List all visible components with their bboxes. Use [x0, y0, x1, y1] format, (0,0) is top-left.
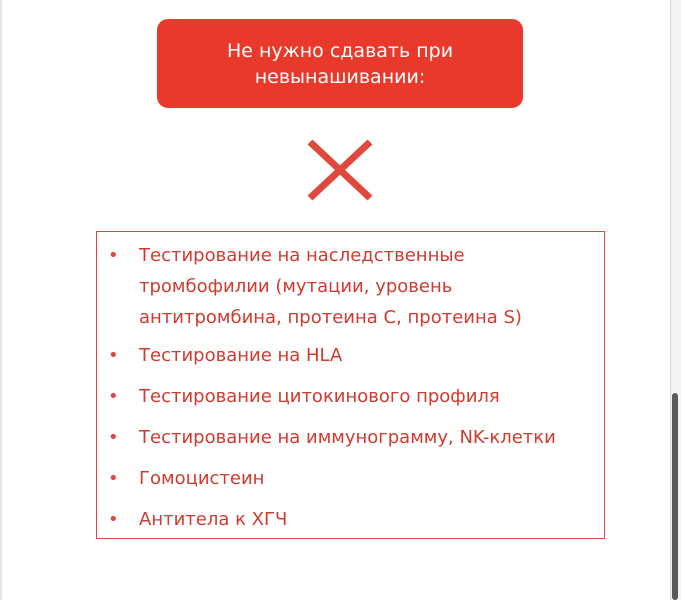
list-item-text: [139, 504, 594, 535]
list-item: [97, 381, 606, 412]
bullet: •: [108, 245, 119, 266]
list-item-text: [139, 422, 594, 453]
banner-line-1: Не нужно сдавать при: [226, 39, 454, 62]
list-item: [97, 240, 606, 333]
list-item-text: [139, 381, 594, 412]
list-item-text: [139, 463, 594, 494]
warning-banner: [157, 19, 523, 108]
bullet: •: [108, 509, 119, 530]
list-item-line: Тестирование на наследственные: [139, 245, 465, 266]
list-item-text: [139, 240, 594, 333]
scrollbar-thumb[interactable]: [672, 393, 678, 600]
list-item: [97, 504, 606, 535]
list-item-line: тромбофилии (мутации, уровень: [139, 276, 453, 297]
scrollbar-track-border: [670, 0, 671, 600]
list-item: [97, 422, 606, 453]
bullet: •: [108, 386, 119, 407]
banner-text: [227, 38, 453, 90]
list-item-line: Тестирование на HLA: [139, 345, 343, 366]
list-item-line: Антитела к ХГЧ: [139, 509, 288, 530]
list-item: [97, 463, 606, 494]
list-item-text: [139, 340, 594, 371]
bullet: •: [108, 468, 119, 489]
list-item: [97, 340, 606, 371]
list-item-line: Тестирование на иммунограмму, NK-клетки: [139, 427, 556, 448]
list-item-line: Тестирование цитокинового профиля: [139, 386, 500, 407]
cross-icon: [306, 139, 374, 201]
left-edge-divider: [0, 0, 2, 600]
bullet: •: [108, 345, 119, 366]
banner-line-2: невынашивании:: [254, 65, 426, 88]
not-needed-tests-list: [96, 231, 605, 539]
list-item-line: Гомоцистеин: [139, 468, 265, 489]
list-item-line: антитромбина, протеина С, протеина S): [139, 307, 522, 328]
bullet: •: [108, 427, 119, 448]
